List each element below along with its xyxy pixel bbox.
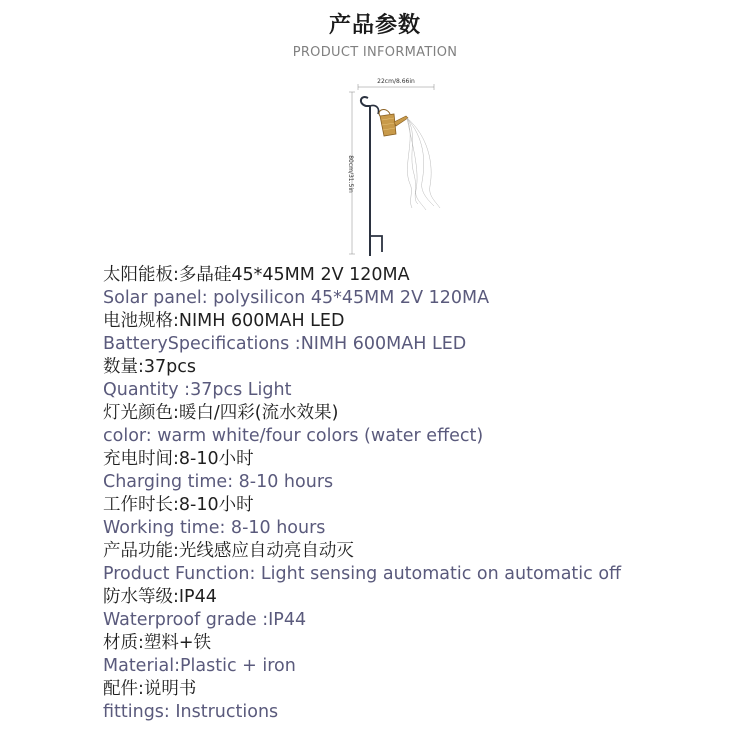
- spec-battery: [103, 310, 743, 356]
- spec-list: [103, 264, 743, 724]
- spec-cn-line: 充电时间:8-10小时: [103, 449, 254, 469]
- spec-cn-line: 工作时长:8-10小时: [103, 495, 254, 515]
- spec-quantity: [103, 356, 743, 402]
- spec-cn-line: 灯光颜色:暖白/四彩(流水效果): [103, 403, 339, 423]
- spec-en-line: Product Function: Light sensing automatic on automatic off: [103, 564, 622, 584]
- spec-en-line: fittings: Instructions: [103, 702, 279, 722]
- product-image: [338, 74, 448, 260]
- spec-cn-line: 电池规格:NIMH 600MAH LED: [103, 311, 345, 331]
- spec-cn-line: 太阳能板:多晶硅45*45MM 2V 120MA: [103, 265, 410, 285]
- spec-product-function: [103, 540, 743, 586]
- width-dimension-label: 22cm/8.66in: [377, 78, 415, 85]
- spec-cn-line: 防水等级:IP44: [103, 587, 217, 607]
- spec-light-color: [103, 402, 743, 448]
- spec-solar-panel: [103, 264, 743, 310]
- height-dimension-label: 80cm/31.5in: [347, 155, 354, 193]
- spec-cn-line: 产品功能:光线感应自动亮自动灭: [103, 541, 354, 561]
- spec-cn-line: 数量:37pcs: [103, 357, 197, 377]
- spec-waterproof: [103, 586, 743, 632]
- spec-en-line: BatterySpecifications :NIMH 600MAH LED: [103, 334, 467, 354]
- page-title: 产品参数: [328, 13, 421, 38]
- spec-en-line: Working time: 8-10 hours: [103, 518, 326, 538]
- spec-en-line: Charging time: 8-10 hours: [103, 472, 334, 492]
- spec-en-line: Waterproof grade :IP44: [103, 610, 307, 630]
- spec-en-line: Material:Plastic + iron: [103, 656, 296, 676]
- spec-en-line: color: warm white/four colors (water effect): [103, 426, 484, 446]
- spec-charging-time: [103, 448, 743, 494]
- watering-can-light-icon: [338, 74, 448, 260]
- spec-material: [103, 632, 743, 678]
- spec-en-line: Quantity :37pcs Light: [103, 380, 292, 400]
- page-subtitle: PRODUCT INFORMATION: [292, 45, 458, 60]
- spec-en-line: Solar panel: polysilicon 45*45MM 2V 120MA: [103, 288, 490, 308]
- spec-cn-line: 材质:塑料+铁: [103, 633, 212, 653]
- spec-cn-line: 配件:说明书: [103, 679, 197, 699]
- spec-working-time: [103, 494, 743, 540]
- spec-fittings: [103, 678, 743, 724]
